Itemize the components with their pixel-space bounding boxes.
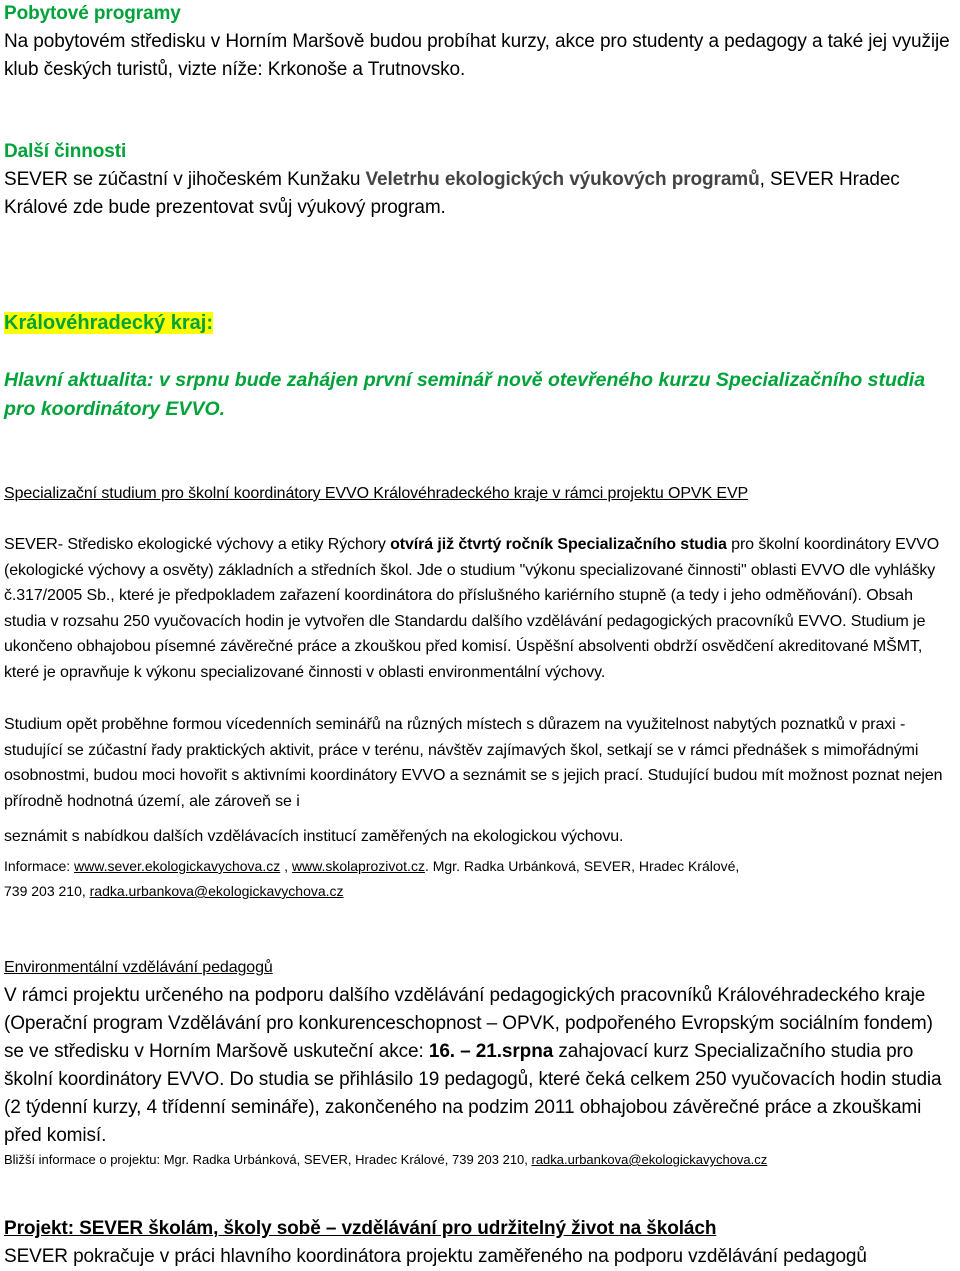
spec-paragraph-1: SEVER- Středisko ekologické výchovy a etiky Rýchory otvírá již čtvrtý ročník Specializačního studia pro školní koordinátory EVVO (ekologické výchovy a osvěty) základních a středních škol. Jde o studium "výkonu specializované činnosti" oblasti EVVO dle vyhlášky č.317/2005 Sb., které je předpokladem zařazení koordinátora do příslušného kariérního stupně (a tedy i jeho odměňování). Obsah studia v rozsahu 250 vyučovacích hodin je vytvořen dle Standardu dalšího vzdělávání pedagogických pracovníků EVVO. Studium je ukončeno obhajobou písemné závěrečné práce a zkouškou před komisí. Úspěšní absolventi obdrží osvědčení akreditované MŠMT, které je opravňuje k výkonu specializované činnosti v oblasti environmentální výchovy.	[4, 536, 940, 681]
env-title: Environmentální vzdělávání pedagogů	[4, 959, 273, 976]
env-date: 16. – 21.srpna	[428, 1041, 554, 1062]
spec-title-row	[4, 482, 956, 506]
pobytove-heading: Pobytové programy	[4, 3, 181, 24]
spec-title: Specializační studium pro školní koordinátory EVVO Královéhradeckého kraje v rámci projektu OPVK EVP	[4, 485, 749, 502]
spec-paragraph-3: seznámit s nabídkou dalších vzdělávacích institucí zaměřených na ekologickou výchovu.	[4, 828, 624, 845]
spec-paragraph-2: Studium opět proběhne formou vícedenních seminářů na různých místech s důrazem na využitelnost nabytých poznatků v praxi - studující se zúčastní řady praktických aktivit, práce v terénu, návštěv zajímavých škol, setkají se v rámci přednášek s mimořádnými osobnostmi, budou moci hovořit s aktivními koordinátory EVVO a seznámit se s jejich prací. Studující budou mít možnost poznat nejen přírodně hodnotná území, ale zároveň se i	[4, 716, 943, 810]
link-skolaprozivot[interactable]: www.skolaprozivot.cz	[291, 858, 425, 874]
kraj-heading-row	[4, 308, 956, 340]
kraj-heading: Královéhradecký kraj:	[4, 312, 214, 334]
spec-highlight: otvírá již čtvrtý ročník Specializačního studia	[390, 536, 727, 553]
projekt-text: SEVER pokračuje v práci hlavního koordinátora projektu zaměřeného na podporu vzdělávání pedagogů	[4, 1246, 867, 1267]
dalsi-text: SEVER se zúčastní v jihočeském Kunžaku Veletrhu ekologických výukových programů, SEVER Hradec Králové zde bude prezentovat svůj výukový program.	[4, 169, 900, 218]
pobytove-text: Na pobytovém středisku v Horním Maršově budou probíhat kurzy, akce pro studenty a pedagogy a také jej využije klub českých turistů, vizte níže: Krkonoše a Trutnovsko.	[4, 31, 950, 80]
dalsi-heading: Další činnosti	[4, 141, 127, 162]
link-env-email[interactable]: radka.urbankova@ekologickavychova.cz	[531, 1152, 768, 1167]
spec-info-line-2: 739 203 210, radka.urbankova@ekologickavychova.cz	[4, 883, 344, 899]
env-paragraph: V rámci projektu určeného na podporu dalšího vzdělávání pedagogických pracovníků Královéhradeckého kraje (Operační program Vzdělávání pro konkurenceschopnost – OPVK, podpořeného Evropským sociálním fondem) se ve středisku v Horním Maršově uskuteční akce: 16. – 21.srpna zahajovací kurz Specializačního studia pro školní koordinátory EVVO. Do studia se přihlásilo 19 pedagogů, které čeká celkem 250 vyučovacích hodin studia (2 týdenní kurzy, 4 třídenní semináře), zakončeného na podzim 2011 obhajobou závěrečné práce a zkouškami před komisí.	[4, 985, 942, 1146]
spec-info	[4, 854, 956, 904]
env-info: Bližší informace o projektu: Mgr. Radka Urbánková, SEVER, Hradec Králové, 739 203 210, radka.urbankova@ekologickavychova.cz	[4, 1152, 768, 1167]
spec-info-line-1: Informace: www.sever.ekologickavychova.cz , www.skolaprozivot.cz. Mgr. Radka Urbánková, SEVER, Hradec Králové,	[4, 858, 740, 874]
env-title-row	[4, 956, 956, 980]
section-projekt	[4, 1215, 956, 1271]
section-pobytove	[4, 0, 956, 84]
link-email-urbankova[interactable]: radka.urbankova@ekologickavychova.cz	[89, 883, 344, 899]
link-sever-web[interactable]: www.sever.ekologickavychova.cz	[74, 858, 281, 874]
section-dalsi	[4, 138, 956, 222]
kraj-aktualita-row	[4, 366, 956, 424]
kraj-aktualita: Hlavní aktualita: v srpnu bude zahájen první seminář nově otevřeného kurzu Specializačního studia pro koordinátory EVVO.	[4, 369, 926, 420]
projekt-title: Projekt: SEVER školám, školy sobě – vzdělávání pro udržitelný život na školách	[4, 1218, 717, 1239]
veletrh-name: Veletrhu ekologických výukových programů	[365, 169, 760, 190]
